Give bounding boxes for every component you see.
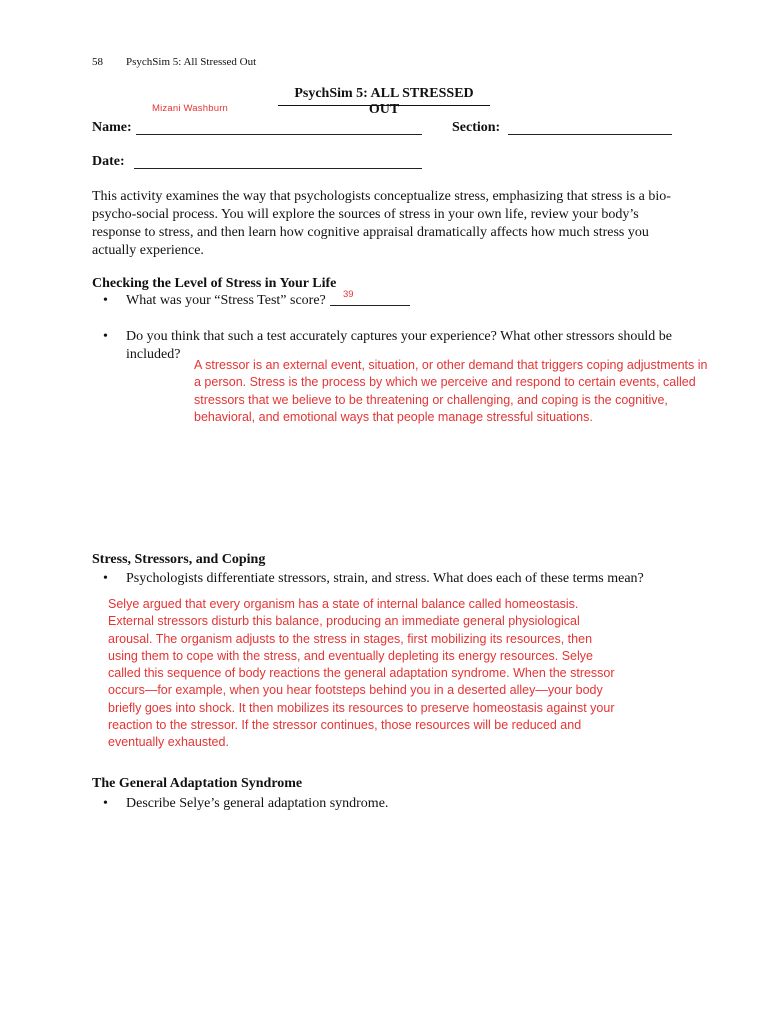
- section-label: Section:: [452, 120, 501, 135]
- title-underline: [278, 105, 490, 106]
- page-title: PsychSim 5: ALL STRESSED OUT: [294, 86, 474, 117]
- name-label: Name:: [92, 120, 132, 135]
- question-text: Do you think that such a test accurately captures your experience? What other stressors should be included?: [126, 329, 672, 362]
- section-heading-gas: The General Adaptation Syndrome: [92, 776, 303, 791]
- section-field[interactable]: [508, 134, 672, 135]
- answer-define-terms: Selye argued that every organism has a state of internal balance called homeostasis. External stressors disturb this balance, producing an immediate general physiological arousal. The organism adjusts to the stress in stages, first mobilizing its resources, then using them to cope with the stress, and eventually depleting its energy resources. Selye called this sequence of body reactions the general adaptation syndrome. When the stressor occurs—for example, when you hear footsteps behind you in a deserted alley—your body briefly goes into shock. It then mobilizes its resources to preserve homeostasis against your reaction to the stressor. If the stressor continues, those resources will be reduced and eventually exhausted.: [108, 597, 615, 750]
- section-heading-stress-level: Checking the Level of Stress in Your Life: [92, 276, 337, 291]
- page-number: 58: [92, 56, 103, 68]
- bullet-icon: •: [103, 293, 108, 308]
- question-text: Psychologists differentiate stressors, strain, and stress. What does each of these terms mean?: [126, 571, 644, 586]
- date-label: Date:: [92, 154, 125, 169]
- question-text: Describe Selye’s general adaptation syndrome.: [126, 796, 389, 811]
- date-field[interactable]: [134, 168, 422, 169]
- section-heading-stressors-coping: Stress, Stressors, and Coping: [92, 552, 266, 567]
- running-title: PsychSim 5: All Stressed Out: [126, 56, 257, 68]
- question-define-terms: [103, 570, 666, 588]
- bullet-icon: •: [103, 329, 108, 344]
- intro-paragraph: This activity examines the way that psychologists conceptualize stress, emphasizing that stress is a bio-psycho-social process. You will explore the sources of stress in your own life, review your body’s response to stress, and then learn how cognitive appraisal dramatically affects how much stress you actually experience.: [92, 189, 671, 258]
- stress-score-answer: 39: [343, 289, 354, 300]
- question-describe-gas: [103, 795, 666, 813]
- bullet-icon: •: [103, 796, 108, 811]
- answer-test-accuracy: A stressor is an external event, situation, or other demand that triggers coping adjustments in a person. Stress is the process by which we perceive and respond to certain events, called stressors that we believe to be threatening or challenging, and coping is the cognitive, behavioral, and emotional ways that people manage stressful situations.: [194, 358, 708, 424]
- bullet-icon: •: [103, 571, 108, 586]
- question-text: What was your “Stress Test” score?: [126, 293, 326, 308]
- name-field[interactable]: [136, 134, 422, 135]
- question-stress-test-score: [103, 292, 326, 310]
- filled-student-name: Mizani Washburn: [152, 103, 229, 114]
- stress-score-field[interactable]: [330, 305, 410, 306]
